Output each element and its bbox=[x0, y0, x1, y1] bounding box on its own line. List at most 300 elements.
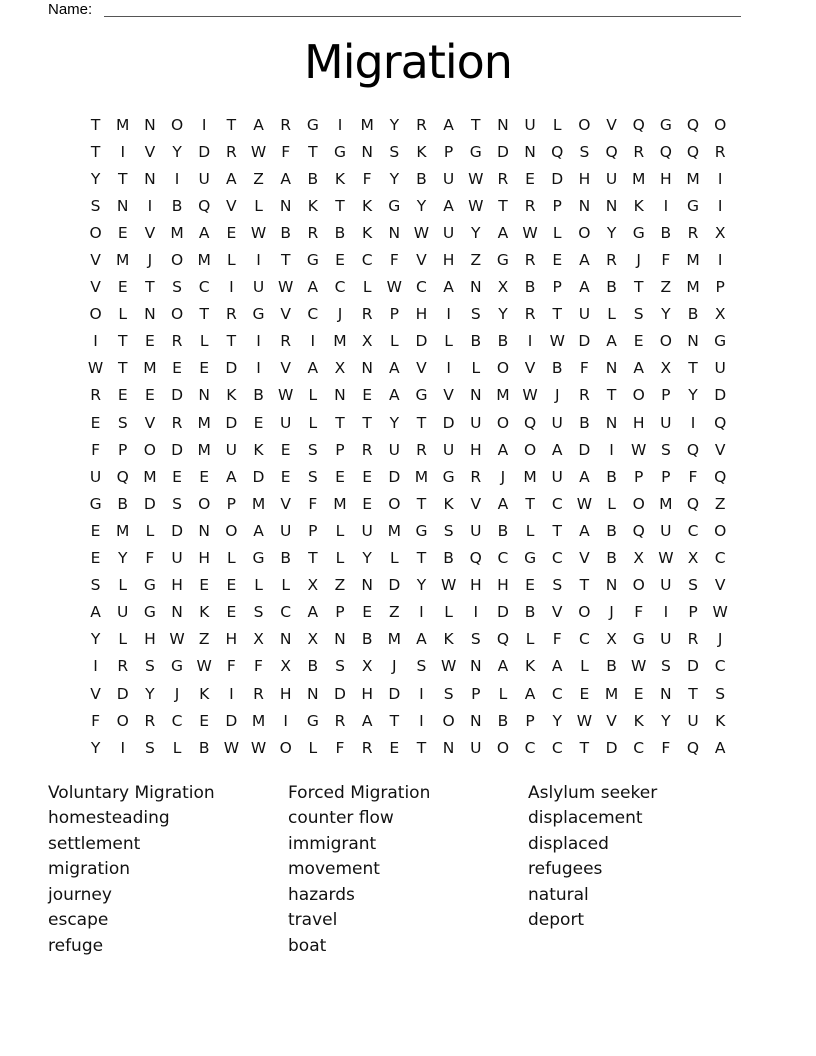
grid-cell: E bbox=[552, 251, 563, 270]
grid-cell: X bbox=[714, 223, 726, 242]
grid-cell: L bbox=[552, 223, 562, 242]
grid-cell: V bbox=[144, 413, 156, 432]
grid-cell: I bbox=[419, 684, 424, 703]
grid-cell: N bbox=[144, 305, 156, 324]
grid-cell: G bbox=[333, 142, 346, 161]
grid-cell: E bbox=[362, 467, 373, 486]
grid-cell: B bbox=[606, 278, 617, 297]
grid-cell: I bbox=[609, 440, 614, 459]
grid-cell: I bbox=[229, 684, 234, 703]
grid-cell: M bbox=[170, 223, 184, 242]
grid-cell: B bbox=[171, 196, 183, 215]
grid-cell: D bbox=[496, 603, 509, 622]
grid-cell: Y bbox=[552, 711, 562, 730]
grid-cell: P bbox=[688, 603, 698, 622]
grid-cell: N bbox=[605, 359, 618, 378]
grid-cell: H bbox=[171, 576, 183, 595]
grid-cell: T bbox=[416, 413, 427, 432]
grid-cell: M bbox=[333, 494, 347, 513]
grid-cell: V bbox=[90, 251, 101, 270]
grid-cell: V bbox=[144, 223, 156, 242]
grid-cell: V bbox=[714, 576, 726, 595]
grid-cell: R bbox=[470, 467, 482, 486]
grid-cell: V bbox=[714, 440, 726, 459]
grid-cell: V bbox=[226, 196, 237, 215]
grid-cell: P bbox=[552, 278, 562, 297]
grid-cell: G bbox=[143, 576, 156, 595]
grid-cell: P bbox=[335, 440, 345, 459]
grid-cell: R bbox=[225, 142, 237, 161]
grid-cell: M bbox=[387, 521, 401, 540]
grid-cell: F bbox=[688, 467, 698, 486]
grid-cell: X bbox=[361, 657, 373, 676]
grid-cell: X bbox=[253, 630, 264, 649]
grid-cell: O bbox=[89, 223, 102, 242]
grid-cell: L bbox=[118, 305, 128, 324]
grid-cell: T bbox=[525, 494, 535, 513]
grid-cell: W bbox=[631, 657, 647, 676]
grid-cell: L bbox=[335, 549, 345, 568]
grid-cell: T bbox=[633, 278, 644, 297]
grid-cell: A bbox=[633, 359, 644, 378]
grid-cell: O bbox=[714, 115, 727, 134]
grid-cell: D bbox=[143, 494, 156, 513]
grid-cell: U bbox=[687, 711, 699, 730]
grid-cell: Q bbox=[686, 115, 700, 134]
grid-cell: U bbox=[225, 440, 238, 459]
grid-cell: U bbox=[551, 467, 563, 486]
grid-cell: D bbox=[442, 413, 455, 432]
grid-cell: Y bbox=[172, 142, 182, 161]
grid-cell: G bbox=[659, 115, 672, 134]
grid-cell: U bbox=[388, 440, 400, 459]
grid-cell: M bbox=[251, 494, 266, 513]
grid-cell: F bbox=[634, 603, 644, 622]
grid-cell: E bbox=[525, 169, 535, 188]
grid-cell: K bbox=[362, 196, 373, 215]
grid-cell: N bbox=[144, 115, 156, 134]
grid-cell: S bbox=[144, 657, 155, 676]
grid-cell: O bbox=[198, 494, 211, 513]
grid-cell: Y bbox=[688, 386, 698, 405]
grid-cell: V bbox=[470, 494, 482, 513]
grid-cell: E bbox=[633, 684, 644, 703]
grid-cell: P bbox=[335, 603, 345, 622]
word-column-3 bbox=[528, 781, 657, 934]
grid-cell: N bbox=[198, 386, 210, 405]
grid-cell: K bbox=[443, 494, 454, 513]
word-item: displaced bbox=[528, 833, 609, 854]
grid-cell: B bbox=[117, 494, 129, 513]
grid-cell: O bbox=[578, 603, 591, 622]
grid-cell: N bbox=[442, 738, 455, 757]
grid-cell: W bbox=[250, 142, 267, 161]
grid-cell: R bbox=[524, 196, 536, 215]
grid-cell: U bbox=[551, 413, 563, 432]
grid-cell: E bbox=[117, 278, 128, 297]
grid-cell: U bbox=[470, 521, 482, 540]
grid-cell: M bbox=[116, 521, 130, 540]
grid-cell: L bbox=[525, 630, 535, 649]
grid-cell: W bbox=[522, 386, 538, 405]
grid-cell: W bbox=[712, 603, 728, 622]
grid-cell: M bbox=[251, 711, 266, 730]
grid-cell: W bbox=[250, 738, 267, 757]
grid-cell: C bbox=[307, 305, 319, 324]
grid-cell: L bbox=[308, 386, 318, 405]
grid-cell: Y bbox=[90, 169, 101, 188]
grid-cell: P bbox=[715, 278, 725, 297]
grid-cell: C bbox=[714, 657, 726, 676]
grid-cell: O bbox=[578, 223, 591, 242]
grid-cell: I bbox=[663, 196, 669, 215]
grid-cell: E bbox=[389, 738, 400, 757]
grid-cell: G bbox=[388, 196, 401, 215]
grid-cell: B bbox=[579, 413, 590, 432]
grid-cell: C bbox=[714, 549, 726, 568]
grid-cell: E bbox=[144, 332, 155, 351]
grid-cell: M bbox=[604, 684, 619, 703]
grid-cell: R bbox=[416, 115, 427, 134]
grid-cell: M bbox=[197, 440, 211, 459]
grid-cell: L bbox=[444, 332, 453, 351]
grid-cell: P bbox=[226, 494, 237, 513]
grid-cell: Z bbox=[388, 603, 400, 622]
grid-cell: N bbox=[307, 684, 319, 703]
grid-cell: T bbox=[308, 549, 318, 568]
grid-cell: B bbox=[334, 223, 346, 242]
grid-cell: S bbox=[307, 467, 318, 486]
grid-cell: L bbox=[389, 549, 399, 568]
grid-cell: W bbox=[440, 657, 457, 676]
grid-cell: M bbox=[360, 115, 374, 134]
grid-cell: Q bbox=[198, 196, 211, 215]
grid-cell: D bbox=[225, 359, 238, 378]
grid-cell: C bbox=[578, 630, 590, 649]
grid-cell: M bbox=[632, 169, 646, 188]
grid-cell: N bbox=[687, 332, 699, 351]
grid-cell: X bbox=[687, 549, 699, 568]
grid-cell: U bbox=[442, 223, 455, 242]
grid-cell: S bbox=[470, 305, 481, 324]
grid-cell: T bbox=[498, 196, 508, 215]
grid-cell: E bbox=[362, 494, 373, 513]
grid-cell: B bbox=[361, 630, 373, 649]
grid-cell: T bbox=[226, 332, 237, 351]
grid-cell: M bbox=[523, 467, 537, 486]
grid-cell: P bbox=[471, 684, 481, 703]
grid-cell: Y bbox=[661, 711, 671, 730]
grid-cell: I bbox=[256, 359, 261, 378]
grid-cell: V bbox=[606, 115, 617, 134]
grid-cell: P bbox=[525, 711, 535, 730]
grid-cell: E bbox=[90, 521, 101, 540]
grid-cell: B bbox=[524, 603, 536, 622]
grid-cell: V bbox=[280, 305, 291, 324]
grid-cell: O bbox=[388, 494, 401, 513]
grid-cell: R bbox=[171, 413, 183, 432]
grid-cell: Q bbox=[686, 142, 700, 161]
grid-cell: J bbox=[500, 467, 506, 486]
grid-cell: E bbox=[280, 440, 291, 459]
grid-cell: R bbox=[524, 251, 536, 270]
grid-cell: U bbox=[89, 467, 102, 486]
grid-cell: L bbox=[145, 521, 155, 540]
grid-cell: V bbox=[144, 142, 156, 161]
grid-cell: O bbox=[225, 521, 238, 540]
grid-cell: V bbox=[90, 684, 101, 703]
grid-cell: I bbox=[93, 657, 98, 676]
grid-cell: M bbox=[414, 467, 429, 486]
word-item: journey bbox=[48, 884, 112, 905]
grid-cell: R bbox=[361, 305, 373, 324]
grid-cell: K bbox=[362, 223, 373, 242]
grid-cell: K bbox=[715, 711, 726, 730]
grid-cell: G bbox=[415, 386, 428, 405]
grid-cell: L bbox=[362, 278, 372, 297]
grid-cell: G bbox=[306, 115, 319, 134]
grid-cell: B bbox=[606, 657, 617, 676]
grid-cell: E bbox=[579, 684, 590, 703]
word-item: Aslylum seeker bbox=[528, 783, 658, 803]
grid-cell: L bbox=[498, 684, 508, 703]
grid-cell: M bbox=[387, 630, 401, 649]
grid-cell: C bbox=[361, 251, 373, 270]
grid-cell: J bbox=[717, 630, 723, 649]
word-item: settlement bbox=[48, 833, 141, 854]
grid-cell: Q bbox=[551, 142, 564, 161]
grid-cell: X bbox=[361, 332, 373, 351]
grid-cell: M bbox=[659, 494, 673, 513]
grid-cell: Y bbox=[498, 305, 508, 324]
grid-cell: Z bbox=[714, 494, 726, 513]
grid-cell: B bbox=[660, 223, 672, 242]
grid-cell: E bbox=[253, 413, 264, 432]
grid-cell: N bbox=[497, 115, 509, 134]
grid-cell: N bbox=[279, 630, 292, 649]
grid-cell: D bbox=[388, 576, 401, 595]
word-column-1 bbox=[48, 781, 215, 959]
grid-cell: I bbox=[419, 603, 424, 622]
grid-cell: A bbox=[497, 657, 509, 676]
grid-cell: N bbox=[578, 196, 591, 215]
grid-cell: R bbox=[171, 332, 183, 351]
grid-cell: Q bbox=[523, 413, 537, 432]
grid-cell: U bbox=[442, 440, 455, 459]
grid-cell: I bbox=[93, 332, 98, 351]
grid-cell: G bbox=[415, 521, 428, 540]
grid-cell: M bbox=[143, 359, 157, 378]
grid-cell: C bbox=[633, 738, 645, 757]
grid-cell: B bbox=[416, 169, 427, 188]
grid-cell: S bbox=[443, 684, 454, 703]
grid-cell: I bbox=[690, 413, 696, 432]
grid-cell: Z bbox=[660, 278, 672, 297]
grid-cell: J bbox=[609, 603, 614, 622]
grid-cell: K bbox=[226, 386, 237, 405]
word-item: Voluntary Migration bbox=[48, 783, 215, 803]
grid-cell: A bbox=[606, 332, 617, 351]
grid-cell: S bbox=[688, 576, 698, 595]
grid-cell: T bbox=[118, 169, 128, 188]
grid-cell: K bbox=[334, 169, 346, 188]
grid-cell: E bbox=[144, 386, 155, 405]
grid-cell: T bbox=[362, 413, 372, 432]
word-item: migration bbox=[48, 859, 131, 880]
grid-cell: R bbox=[687, 223, 699, 242]
grid-cell: E bbox=[335, 251, 345, 270]
grid-cell: D bbox=[605, 738, 618, 757]
grid-cell: F bbox=[91, 440, 101, 459]
grid-cell: R bbox=[497, 169, 509, 188]
name-label: Name: bbox=[48, 1, 93, 18]
grid-cell: G bbox=[687, 196, 700, 215]
grid-cell: O bbox=[170, 115, 184, 134]
grid-cell: I bbox=[717, 169, 723, 188]
grid-cell: G bbox=[632, 223, 645, 242]
grid-cell: G bbox=[632, 630, 645, 649]
grid-cell: W bbox=[549, 332, 565, 351]
grid-cell: L bbox=[118, 576, 128, 595]
grid-cell: A bbox=[579, 278, 590, 297]
grid-cell: H bbox=[225, 630, 238, 649]
grid-cell: B bbox=[198, 738, 210, 757]
grid-cell: X bbox=[334, 359, 346, 378]
grid-cell: P bbox=[552, 196, 562, 215]
grid-cell: S bbox=[552, 576, 563, 595]
grid-cell: V bbox=[280, 359, 291, 378]
grid-cell: R bbox=[334, 711, 346, 730]
grid-cell: N bbox=[524, 142, 536, 161]
grid-cell: U bbox=[660, 630, 672, 649]
grid-cell: F bbox=[661, 738, 671, 757]
grid-cell: L bbox=[471, 359, 481, 378]
grid-cell: S bbox=[172, 494, 182, 513]
grid-cell: T bbox=[118, 359, 128, 378]
grid-cell: Q bbox=[686, 738, 700, 757]
word-item: movement bbox=[288, 859, 380, 880]
grid-cell: L bbox=[199, 332, 209, 351]
grid-cell: E bbox=[335, 467, 345, 486]
grid-cell: R bbox=[416, 440, 427, 459]
grid-cell: A bbox=[416, 630, 427, 649]
grid-cell: L bbox=[254, 576, 263, 595]
grid-cell: Y bbox=[389, 169, 400, 188]
grid-cell: V bbox=[90, 278, 101, 297]
grid-cell: G bbox=[89, 494, 102, 513]
grid-cell: G bbox=[496, 251, 509, 270]
grid-cell: N bbox=[361, 142, 373, 161]
grid-cell: I bbox=[256, 332, 261, 351]
grid-cell: V bbox=[524, 359, 536, 378]
grid-cell: Y bbox=[90, 738, 101, 757]
word-item: refuge bbox=[48, 935, 104, 956]
grid-cell: N bbox=[361, 359, 373, 378]
grid-cell: H bbox=[144, 630, 156, 649]
grid-cell: D bbox=[171, 440, 184, 459]
grid-cell: P bbox=[443, 142, 454, 161]
word-item: Forced Migration bbox=[288, 783, 431, 803]
grid-cell: I bbox=[446, 359, 451, 378]
grid-cell: H bbox=[469, 576, 482, 595]
grid-cell: U bbox=[470, 413, 482, 432]
grid-cell: T bbox=[118, 332, 128, 351]
grid-cell: D bbox=[578, 332, 591, 351]
grid-cell: V bbox=[551, 603, 563, 622]
grid-cell: T bbox=[199, 305, 209, 324]
word-item: deport bbox=[528, 910, 585, 931]
grid-cell: R bbox=[280, 332, 292, 351]
grid-cell: D bbox=[551, 169, 564, 188]
grid-cell: U bbox=[578, 305, 591, 324]
grid-cell: N bbox=[116, 196, 129, 215]
grid-cell: F bbox=[335, 738, 345, 757]
grid-cell: P bbox=[389, 305, 399, 324]
grid-cell: T bbox=[280, 251, 291, 270]
grid-cell: W bbox=[196, 657, 212, 676]
grid-cell: U bbox=[198, 169, 210, 188]
grid-cell: A bbox=[443, 115, 454, 134]
grid-cell: S bbox=[660, 440, 671, 459]
grid-cell: O bbox=[116, 711, 129, 730]
grid-cell: S bbox=[253, 603, 264, 622]
grid-cell: O bbox=[143, 440, 156, 459]
grid-cell: A bbox=[579, 467, 590, 486]
grid-cell: M bbox=[496, 386, 510, 405]
grid-cell: S bbox=[715, 684, 726, 703]
grid-cell: R bbox=[225, 305, 237, 324]
grid-cell: F bbox=[226, 657, 236, 676]
grid-cell: Q bbox=[714, 413, 727, 432]
grid-cell: A bbox=[388, 386, 400, 405]
grid-cell: N bbox=[388, 223, 401, 242]
grid-cell: S bbox=[90, 576, 101, 595]
grid-cell: O bbox=[170, 305, 184, 324]
grid-cell: T bbox=[416, 549, 427, 568]
grid-cell: I bbox=[663, 603, 669, 622]
grid-cell: W bbox=[658, 549, 674, 568]
grid-cell: L bbox=[335, 521, 345, 540]
grid-cell: Y bbox=[145, 684, 155, 703]
grid-cell: I bbox=[473, 603, 479, 622]
grid-cell: A bbox=[253, 115, 264, 134]
grid-cell: F bbox=[145, 549, 155, 568]
grid-cell: C bbox=[198, 278, 210, 297]
grid-cell: O bbox=[496, 359, 510, 378]
grid-cell: T bbox=[552, 521, 562, 540]
grid-cell: P bbox=[661, 386, 671, 405]
grid-cell: A bbox=[579, 251, 590, 270]
grid-cell: T bbox=[579, 738, 590, 757]
grid-cell: E bbox=[525, 576, 535, 595]
grid-cell: I bbox=[419, 711, 424, 730]
grid-cell: A bbox=[443, 196, 454, 215]
grid-cell: O bbox=[714, 521, 727, 540]
grid-cell: K bbox=[416, 142, 427, 161]
grid-cell: N bbox=[144, 169, 156, 188]
grid-cell: T bbox=[90, 115, 101, 134]
grid-cell: P bbox=[661, 467, 671, 486]
grid-cell: M bbox=[197, 251, 211, 270]
grid-cell: L bbox=[580, 657, 589, 676]
grid-cell: O bbox=[496, 413, 510, 432]
grid-cell: W bbox=[250, 223, 267, 242]
grid-cell: W bbox=[440, 576, 457, 595]
grid-cell: M bbox=[116, 251, 130, 270]
grid-cell: F bbox=[661, 251, 671, 270]
grid-cell: B bbox=[687, 305, 699, 324]
grid-cell: A bbox=[497, 440, 509, 459]
